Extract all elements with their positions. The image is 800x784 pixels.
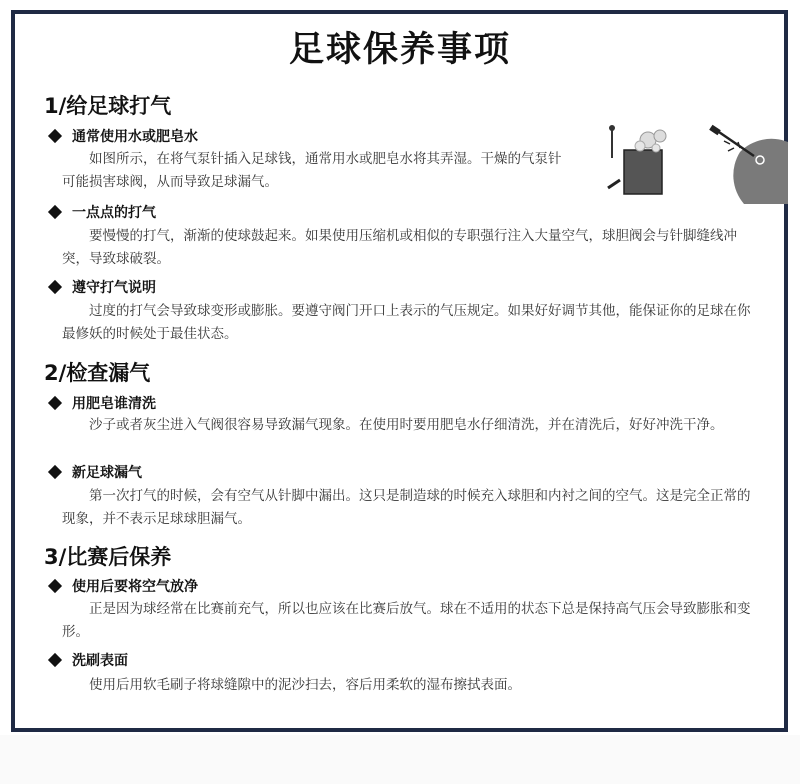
- section-heading-3: 3/比赛后保养: [44, 545, 172, 569]
- bottom-margin: [0, 735, 800, 784]
- section-heading-2: 2/检查漏气: [44, 361, 151, 385]
- item-label: 遵守打气说明: [72, 280, 156, 296]
- bullet-diamond-icon: [48, 396, 62, 410]
- inflate-ball-illustration: [700, 124, 788, 204]
- wet-needle-illustration: [600, 124, 680, 196]
- bullet-diamond-icon: [48, 653, 62, 667]
- item-paragraph: 第一次打气的时候，会有空气从针脚中漏出。这只是制造球的时候充入球胆和内衬之间的空气。这是完全正常的现象，并不表示足球球胆漏气。: [62, 488, 751, 527]
- item-heading: [48, 576, 198, 596]
- bullet-diamond-icon: [48, 465, 62, 479]
- page-title: 足球保养事项: [288, 30, 511, 70]
- item-paragraph: 要慢慢的打气，渐渐的使球鼓起来。如果使用压缩机或相似的专职强行注入大量空气，球胆阀会与针脚缝线冲突，导致球破裂。: [62, 228, 737, 267]
- bullet-diamond-icon: [48, 205, 62, 219]
- item-heading: [48, 277, 156, 297]
- item-label: 一点点的打气: [72, 205, 156, 221]
- item-label: 洗刷表面: [72, 653, 128, 669]
- item-label: 通常使用水或肥皂水: [72, 129, 198, 145]
- item-paragraph: 沙子或者灰尘进入气阀很容易导致漏气现象。在使用时要用肥皂水仔细清洗，并在清洗后，好好冲洗干净。: [89, 417, 724, 433]
- item-heading: [48, 393, 156, 413]
- item-heading: [48, 202, 156, 222]
- item-heading: [48, 126, 198, 146]
- item-paragraph: 过度的打气会导致球变形或膨胀。要遵守阀门开口上表示的气压规定。如果好好调节其他，能保证你的足球在你最修妖的时候处于最佳状态。: [62, 303, 751, 342]
- item-heading: [48, 650, 128, 670]
- item-label: 用肥皂谁清洗: [72, 396, 156, 412]
- section-heading-1: 1/给足球打气: [44, 94, 172, 118]
- bullet-diamond-icon: [48, 129, 62, 143]
- bullet-diamond-icon: [48, 280, 62, 294]
- item-paragraph: 使用后用软毛刷子将球缝隙中的泥沙扫去，容后用柔软的湿布擦拭表面。: [89, 677, 521, 693]
- item-heading: [48, 462, 142, 482]
- item-paragraph: 如图所示，在将气泵针插入足球钱，通常用水或肥皂水将其弄湿。干燥的气泵针可能损害球阀，从而导致足球漏气。: [62, 151, 562, 190]
- item-paragraph: 正是因为球经常在比赛前充气，所以也应该在比赛后放气。球在不适用的状态下总是保持高气压会导致膨胀和变形。: [62, 601, 751, 640]
- bullet-diamond-icon: [48, 579, 62, 593]
- item-label: 使用后要将空气放净: [72, 579, 198, 595]
- item-label: 新足球漏气: [72, 465, 142, 481]
